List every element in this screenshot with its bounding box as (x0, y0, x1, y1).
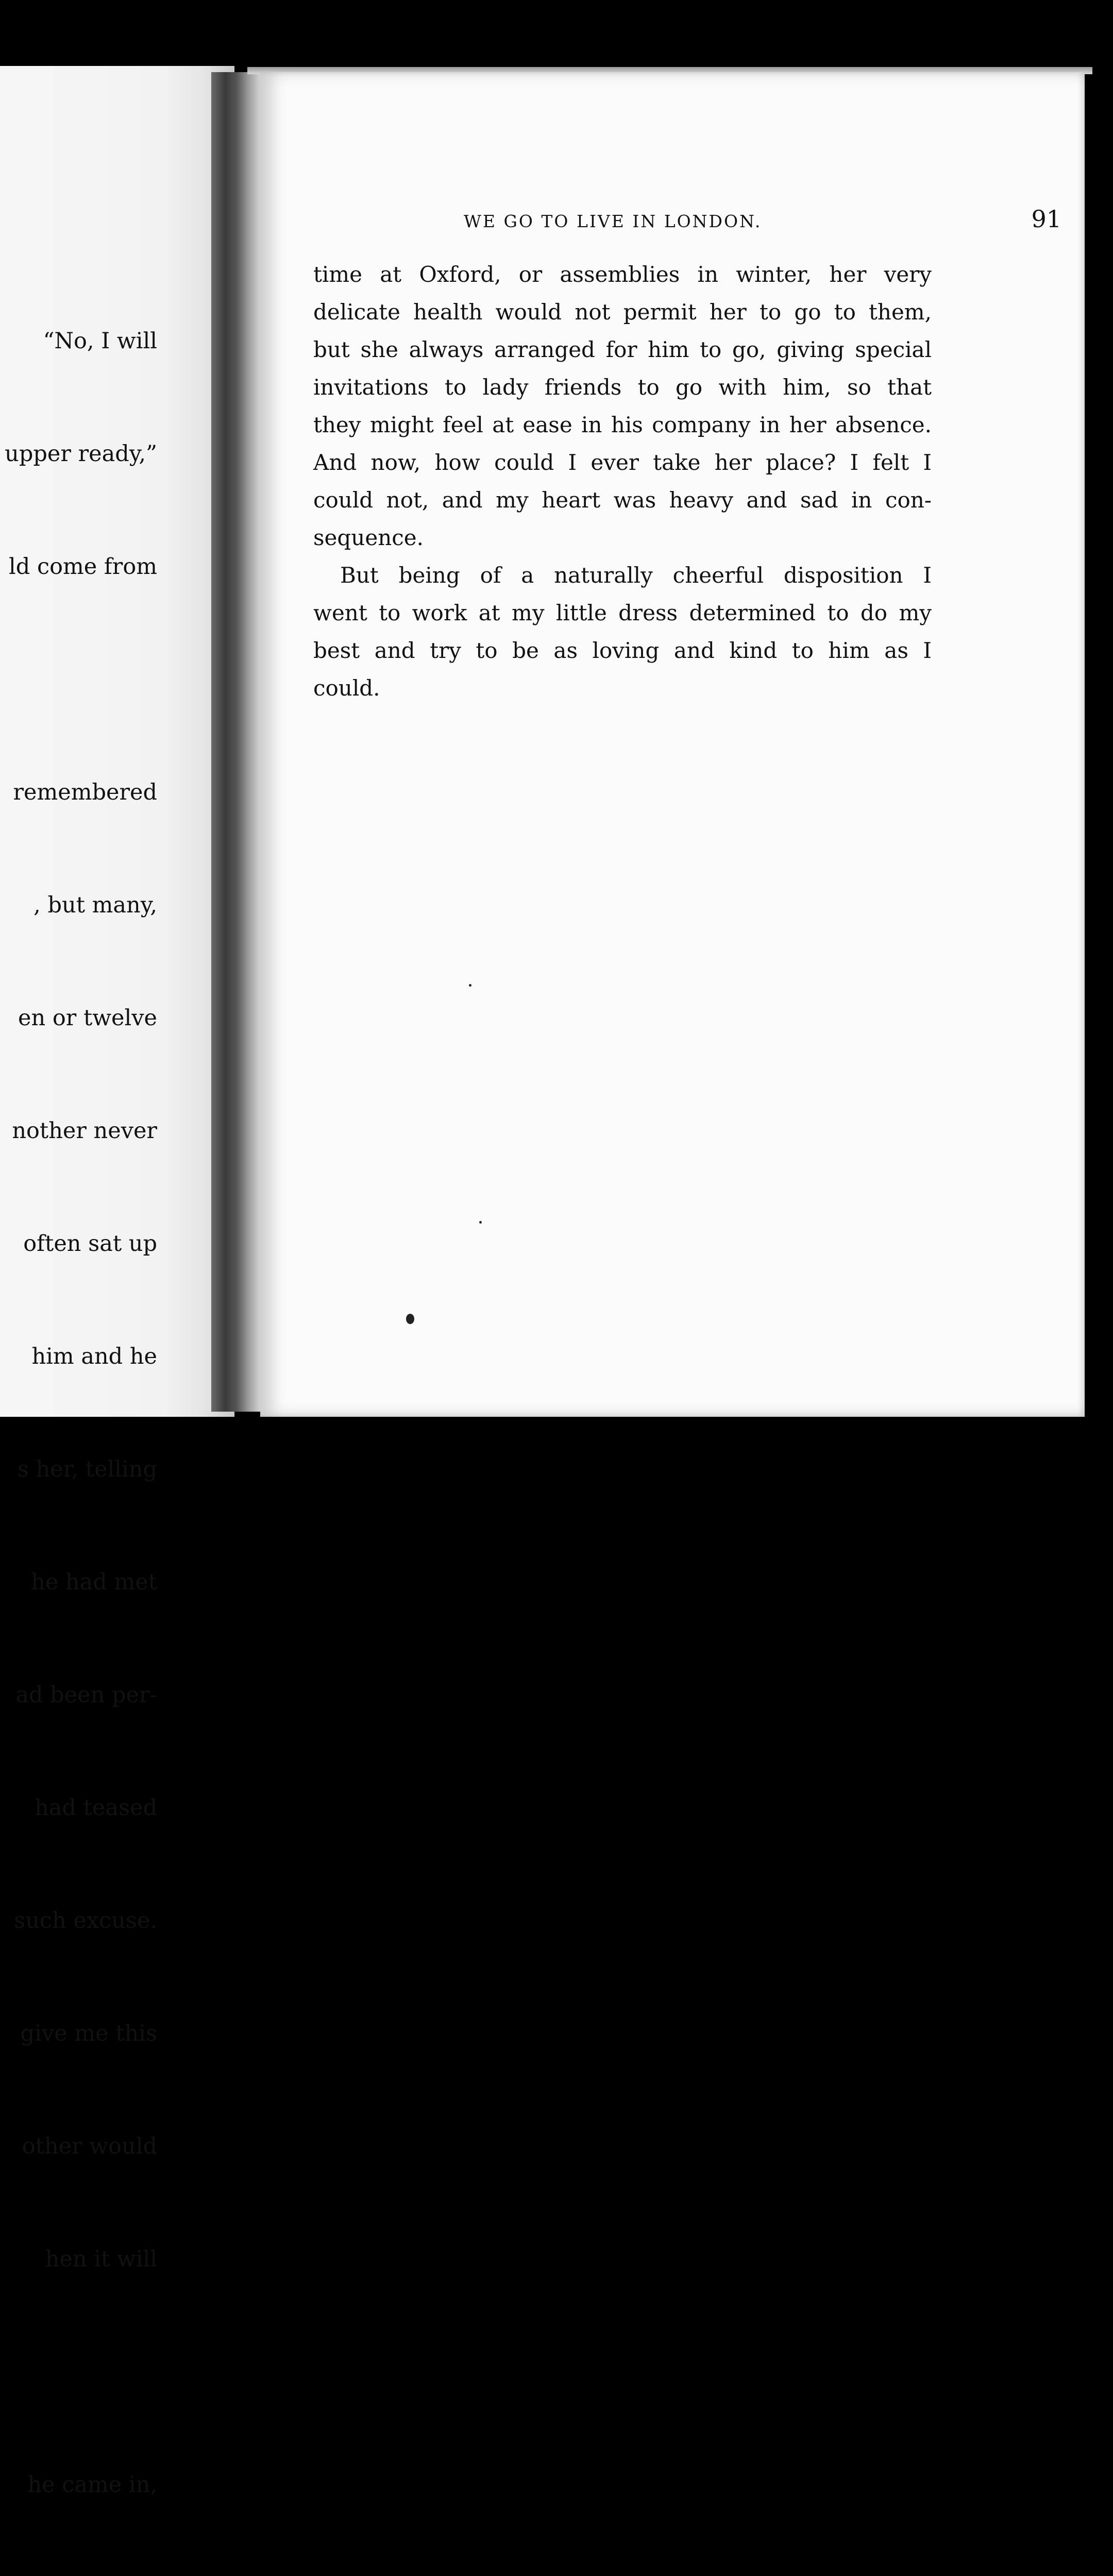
body-line: they might feel at ease in his company in her absence. (313, 412, 932, 437)
body-text (313, 256, 932, 707)
ink-speck (479, 1221, 482, 1224)
ink-speck (469, 984, 471, 987)
left-text-line: give me this (20, 2021, 157, 2046)
body-line: best and try to be as loving and kind to him as I (313, 638, 932, 663)
body-line: But being of a naturally cheerful disposition I (340, 563, 932, 588)
right-page (260, 72, 1085, 1417)
body-line: delicate health would not permit her to go to them, (313, 299, 932, 325)
left-text-line: he came in, (27, 2472, 157, 2498)
left-text-line: other would (22, 2133, 157, 2159)
left-text-line (5, 2353, 157, 2391)
left-text-line: s her, telling (17, 1456, 157, 1482)
body-line: time at Oxford, or assemblies in winter, her very (313, 262, 932, 287)
left-text-line: hen it will (45, 2246, 157, 2272)
ink-speck (406, 1314, 414, 1324)
left-text-line: he had met (31, 1569, 157, 1595)
running-head (464, 205, 1061, 233)
body-line: sequence. (313, 525, 424, 550)
left-text-line: ld come from (9, 554, 157, 580)
body-line: could. (313, 675, 380, 701)
left-page-text (5, 247, 157, 2576)
left-text-line: ad been per- (15, 1682, 157, 1708)
left-text-line: remembered (13, 779, 157, 805)
left-facing-page (0, 66, 234, 2498)
body-line: And now, how could I ever take her place? I felt I (313, 450, 932, 475)
left-text-line: “No, I will (43, 328, 157, 354)
running-title: WE GO TO LIVE IN LONDON. (464, 211, 762, 231)
body-line: but she always arranged for him to go, giving special (313, 337, 932, 362)
page-number: 91 (1031, 205, 1061, 233)
left-text-line: , but many, (33, 892, 157, 918)
body-line: went to work at my little dress determined to do my (313, 600, 932, 625)
left-text-line: had teased (35, 1795, 157, 1821)
left-text-line (5, 661, 157, 699)
book-gutter (211, 72, 268, 1412)
body-line: could not, and my heart was heavy and sad in con- (313, 487, 932, 513)
body-line: invitations to lady friends to go with him, so that (313, 375, 932, 400)
left-text-line: upper ready,” (5, 441, 157, 467)
left-text-line: en or twelve (18, 1005, 157, 1031)
left-text-line: him and he (31, 1344, 157, 1369)
left-text-line: such excuse. (14, 1908, 157, 1934)
left-text-line: often sat up (23, 1231, 157, 1257)
left-text-line: nother never (12, 1118, 157, 1144)
